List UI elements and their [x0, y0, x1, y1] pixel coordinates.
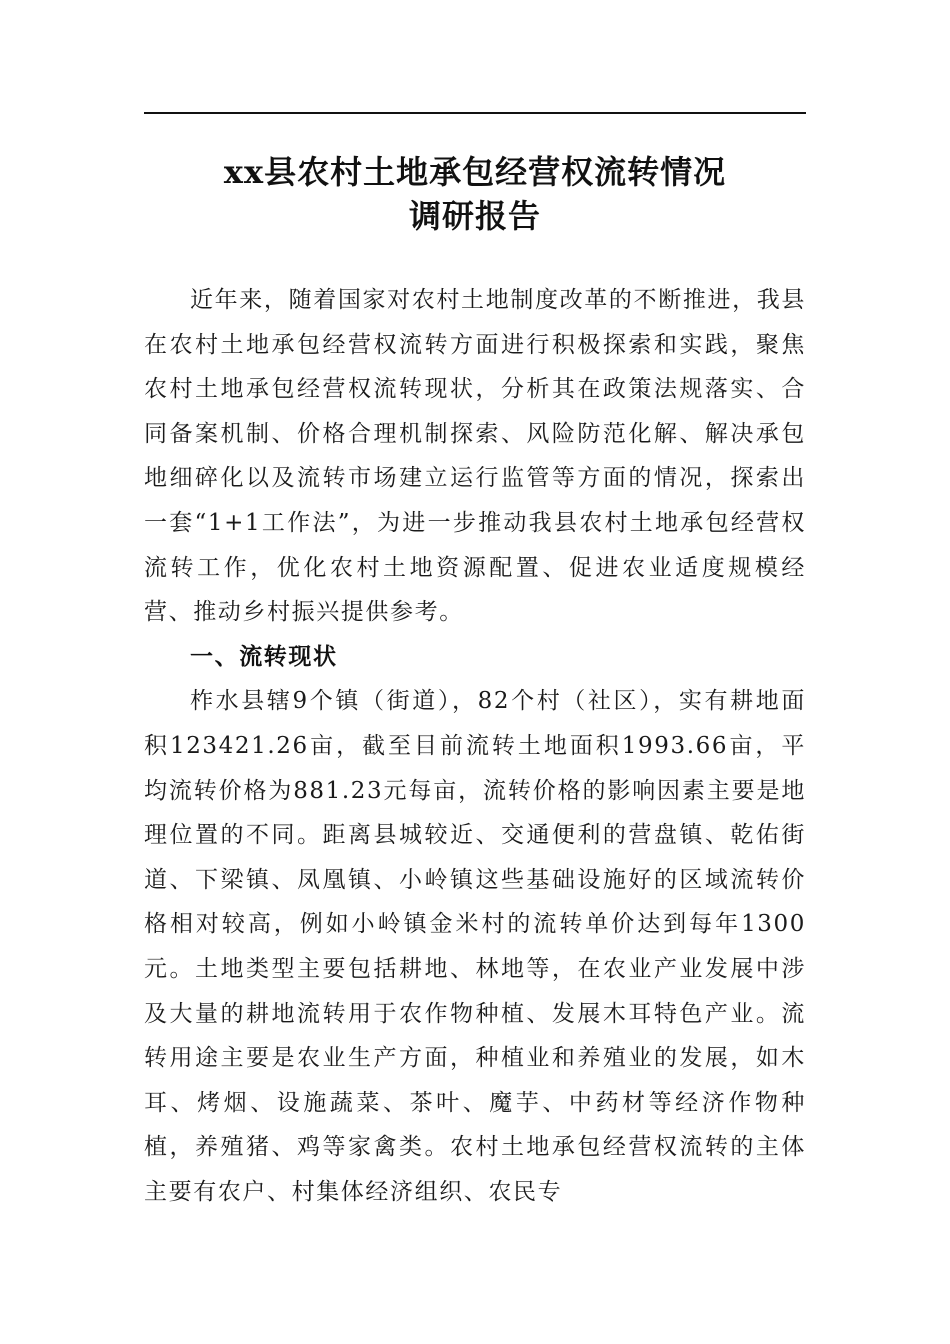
- section-1-paragraph: 柞水县辖9个镇（街道），82个村（社区），实有耕地面积123421.26亩，截至目前流转土地面积1993.66亩，平均流转价格为881.23元每亩，流转价格的影响因素主要是地理位置的不同。距离县城较近、交通便利的营盘镇、乾佑街道、下梁镇、凤凰镇、小岭镇这些基础设施好的区域流转价格相对较高，例如小岭镇金米村的流转单价达到每年1300元。土地类型主要包括耕地、林地等，在农业产业发展中涉及大量的耕地流转用于农作物种植、发展木耳特色产业。流转用途主要是农业生产方面，种植业和养殖业的发展，如木耳、烤烟、设施蔬菜、茶叶、魔芋、中药材等经济作物种植，养殖猪、鸡等家禽类。农村土地承包经营权流转的主体主要有农户、村集体经济组织、农民专: [144, 688, 806, 1205]
- intro-paragraph: 近年来，随着国家对农村土地制度改革的不断推进，我县在农村土地承包经营权流转方面进行积极探索和实践，聚焦农村土地承包经营权流转现状，分析其在政策法规落实、合同备案机制、价格合理机制探索、风险防范化解、解决承包地细碎化以及流转市场建立运行监管等方面的情况，探索出一套“1+1工作法”，为进一步推动我县农村土地承包经营权流转工作，优化农村土地资源配置、促进农业适度规模经营、推动乡村振兴提供参考。: [144, 287, 806, 626]
- section-heading-1: 一、流转现状: [190, 643, 338, 670]
- header-rule: [144, 112, 806, 114]
- title-line-1: xx县农村土地承包经营权流转情况: [223, 153, 727, 191]
- document-body: [144, 278, 806, 1214]
- document-title: [144, 150, 806, 238]
- title-line-2: 调研报告: [408, 197, 541, 235]
